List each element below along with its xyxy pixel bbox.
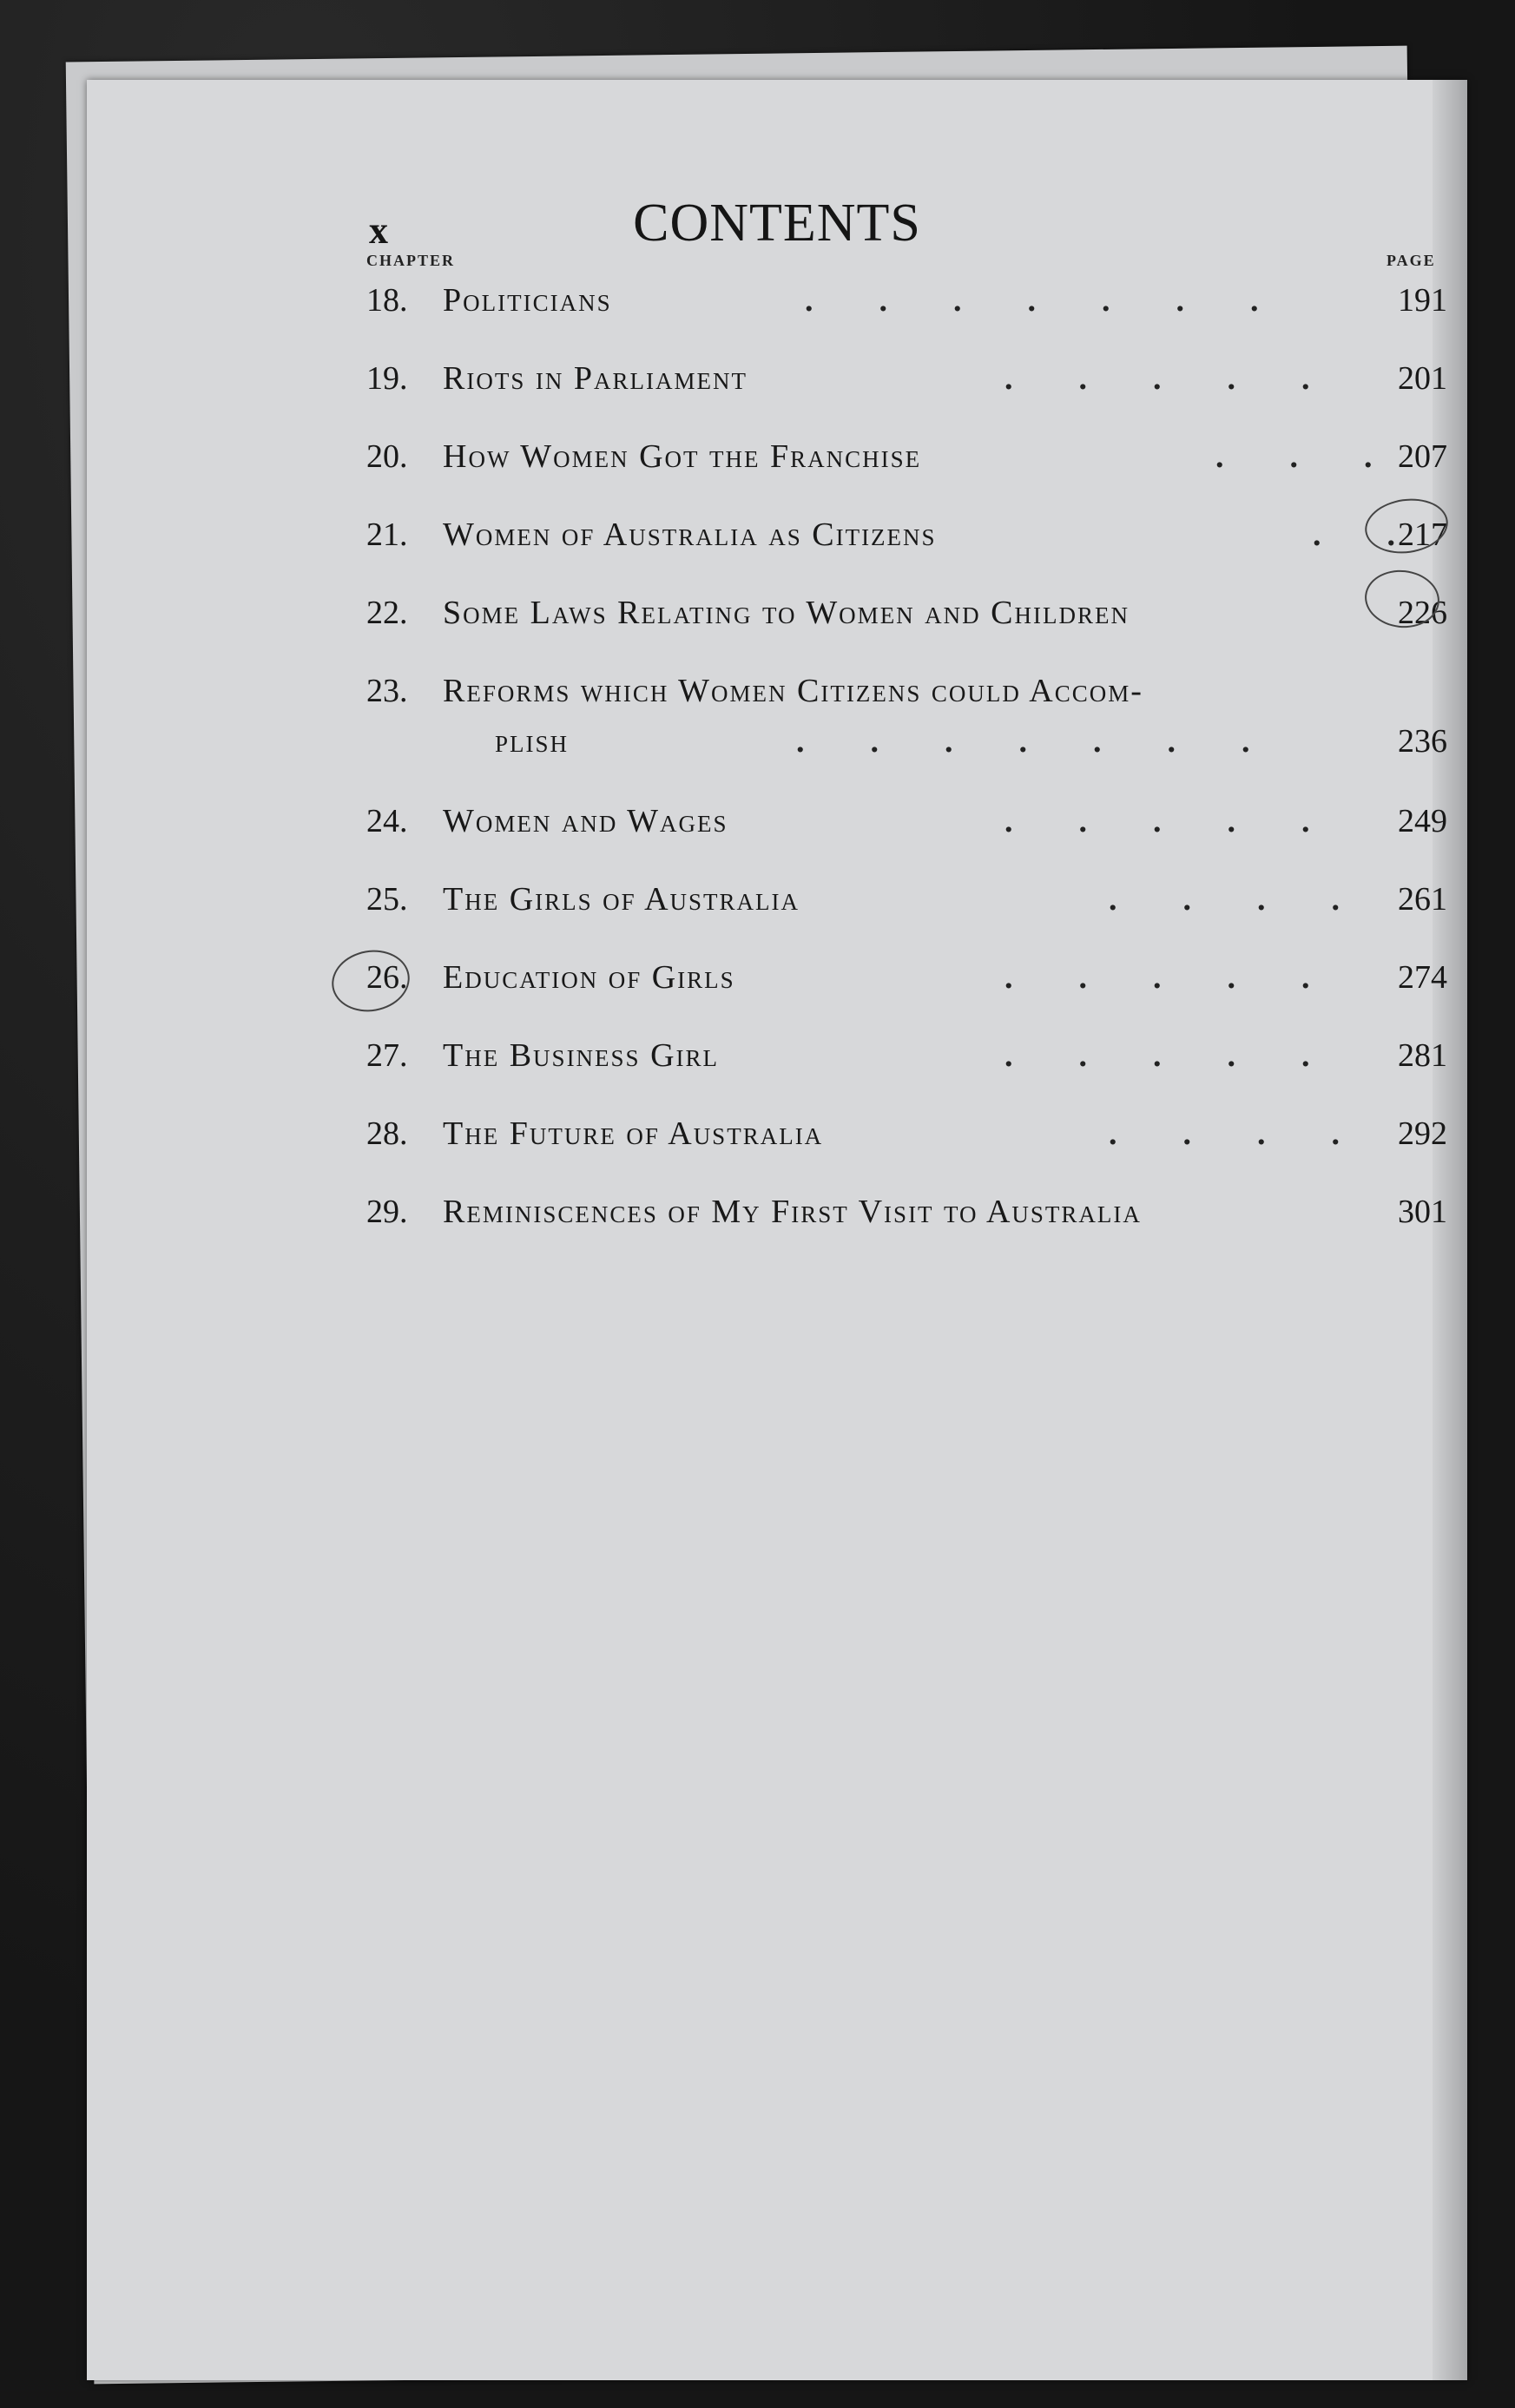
chapter-number: 18. <box>366 282 408 319</box>
toc-entry <box>366 594 1447 672</box>
dot-leader: . . <box>1313 516 1395 553</box>
chapter-number: 20. <box>366 438 408 475</box>
chapter-number: 26. <box>366 959 408 996</box>
page-number: 274 <box>1398 959 1447 996</box>
chapter-title: Women and Wages <box>443 803 728 839</box>
toc-entry <box>366 672 1447 802</box>
chapter-number: 24. <box>366 803 408 839</box>
chapter-number: 29. <box>366 1194 408 1230</box>
toc-entry <box>366 1193 1447 1271</box>
page-number: 217 <box>1398 516 1447 553</box>
page-number: 201 <box>1398 360 1447 397</box>
page-number: 226 <box>1398 595 1447 631</box>
chapter-title: The Business Girl <box>443 1037 720 1074</box>
dot-leader: . . . . . <box>1005 360 1310 397</box>
chapter-title: Riots in Parliament <box>443 360 748 397</box>
dot-leader: . . . . . . . <box>796 723 1250 760</box>
dot-leader: . . . <box>1215 438 1373 475</box>
chapter-column-header: CHAPTER <box>366 252 456 269</box>
chapter-number: 27. <box>366 1037 408 1074</box>
page-number: 261 <box>1398 881 1447 918</box>
toc-entry <box>366 516 1447 594</box>
page-column-header: PAGE <box>1387 252 1436 269</box>
chapter-title: Education of Girls <box>443 959 735 996</box>
dot-leader: . . . . . <box>1005 803 1310 839</box>
chapter-title: Reforms which Women Citizens could Accom- <box>443 673 1143 709</box>
page-number: 301 <box>1398 1194 1447 1230</box>
toc-entry <box>366 438 1447 516</box>
chapter-number: 25. <box>366 881 408 918</box>
chapter-title: The Girls of Australia <box>443 881 800 918</box>
page-title: CONTENTS <box>633 194 921 253</box>
dot-leader: . . . . . <box>1005 1037 1310 1074</box>
page-number: 281 <box>1398 1037 1447 1074</box>
chapter-title: Reminiscences of My First Visit to Australia <box>443 1194 1142 1230</box>
chapter-title-continuation: plish <box>495 723 570 760</box>
dot-leader: . . . . . <box>1005 959 1310 996</box>
chapter-title: How Women Got the Franchise <box>443 438 922 475</box>
toc-entry <box>366 1036 1447 1115</box>
chapter-number: 28. <box>366 1115 408 1152</box>
book-page <box>87 80 1467 2380</box>
toc-entry <box>366 359 1447 438</box>
chapter-title: The Future of Australia <box>443 1115 824 1152</box>
toc-entry <box>366 958 1447 1036</box>
page-number: 191 <box>1398 282 1447 319</box>
chapter-number: 23. <box>366 673 408 709</box>
chapter-number: 19. <box>366 360 408 397</box>
page-number: 207 <box>1398 438 1447 475</box>
table-of-contents <box>366 281 1447 1271</box>
toc-entry <box>366 802 1447 880</box>
folio-number: x <box>369 209 388 252</box>
toc-entry <box>366 1115 1447 1193</box>
toc-entry <box>366 281 1447 359</box>
toc-entry <box>366 880 1447 958</box>
dot-leader: . . . . . . . <box>805 282 1259 319</box>
chapter-title: Some Laws Relating to Women and Children <box>443 595 1130 631</box>
page-number: 292 <box>1398 1115 1447 1152</box>
chapter-title: Women of Australia as Citizens <box>443 516 937 553</box>
dot-leader: . . . . <box>1109 1115 1340 1152</box>
chapter-number: 22. <box>366 595 408 631</box>
page-number: 236 <box>1398 723 1447 760</box>
chapter-title: Politicians <box>443 282 612 319</box>
page-number: 249 <box>1398 803 1447 839</box>
chapter-number: 21. <box>366 516 408 553</box>
dot-leader: . . . . <box>1109 881 1340 918</box>
